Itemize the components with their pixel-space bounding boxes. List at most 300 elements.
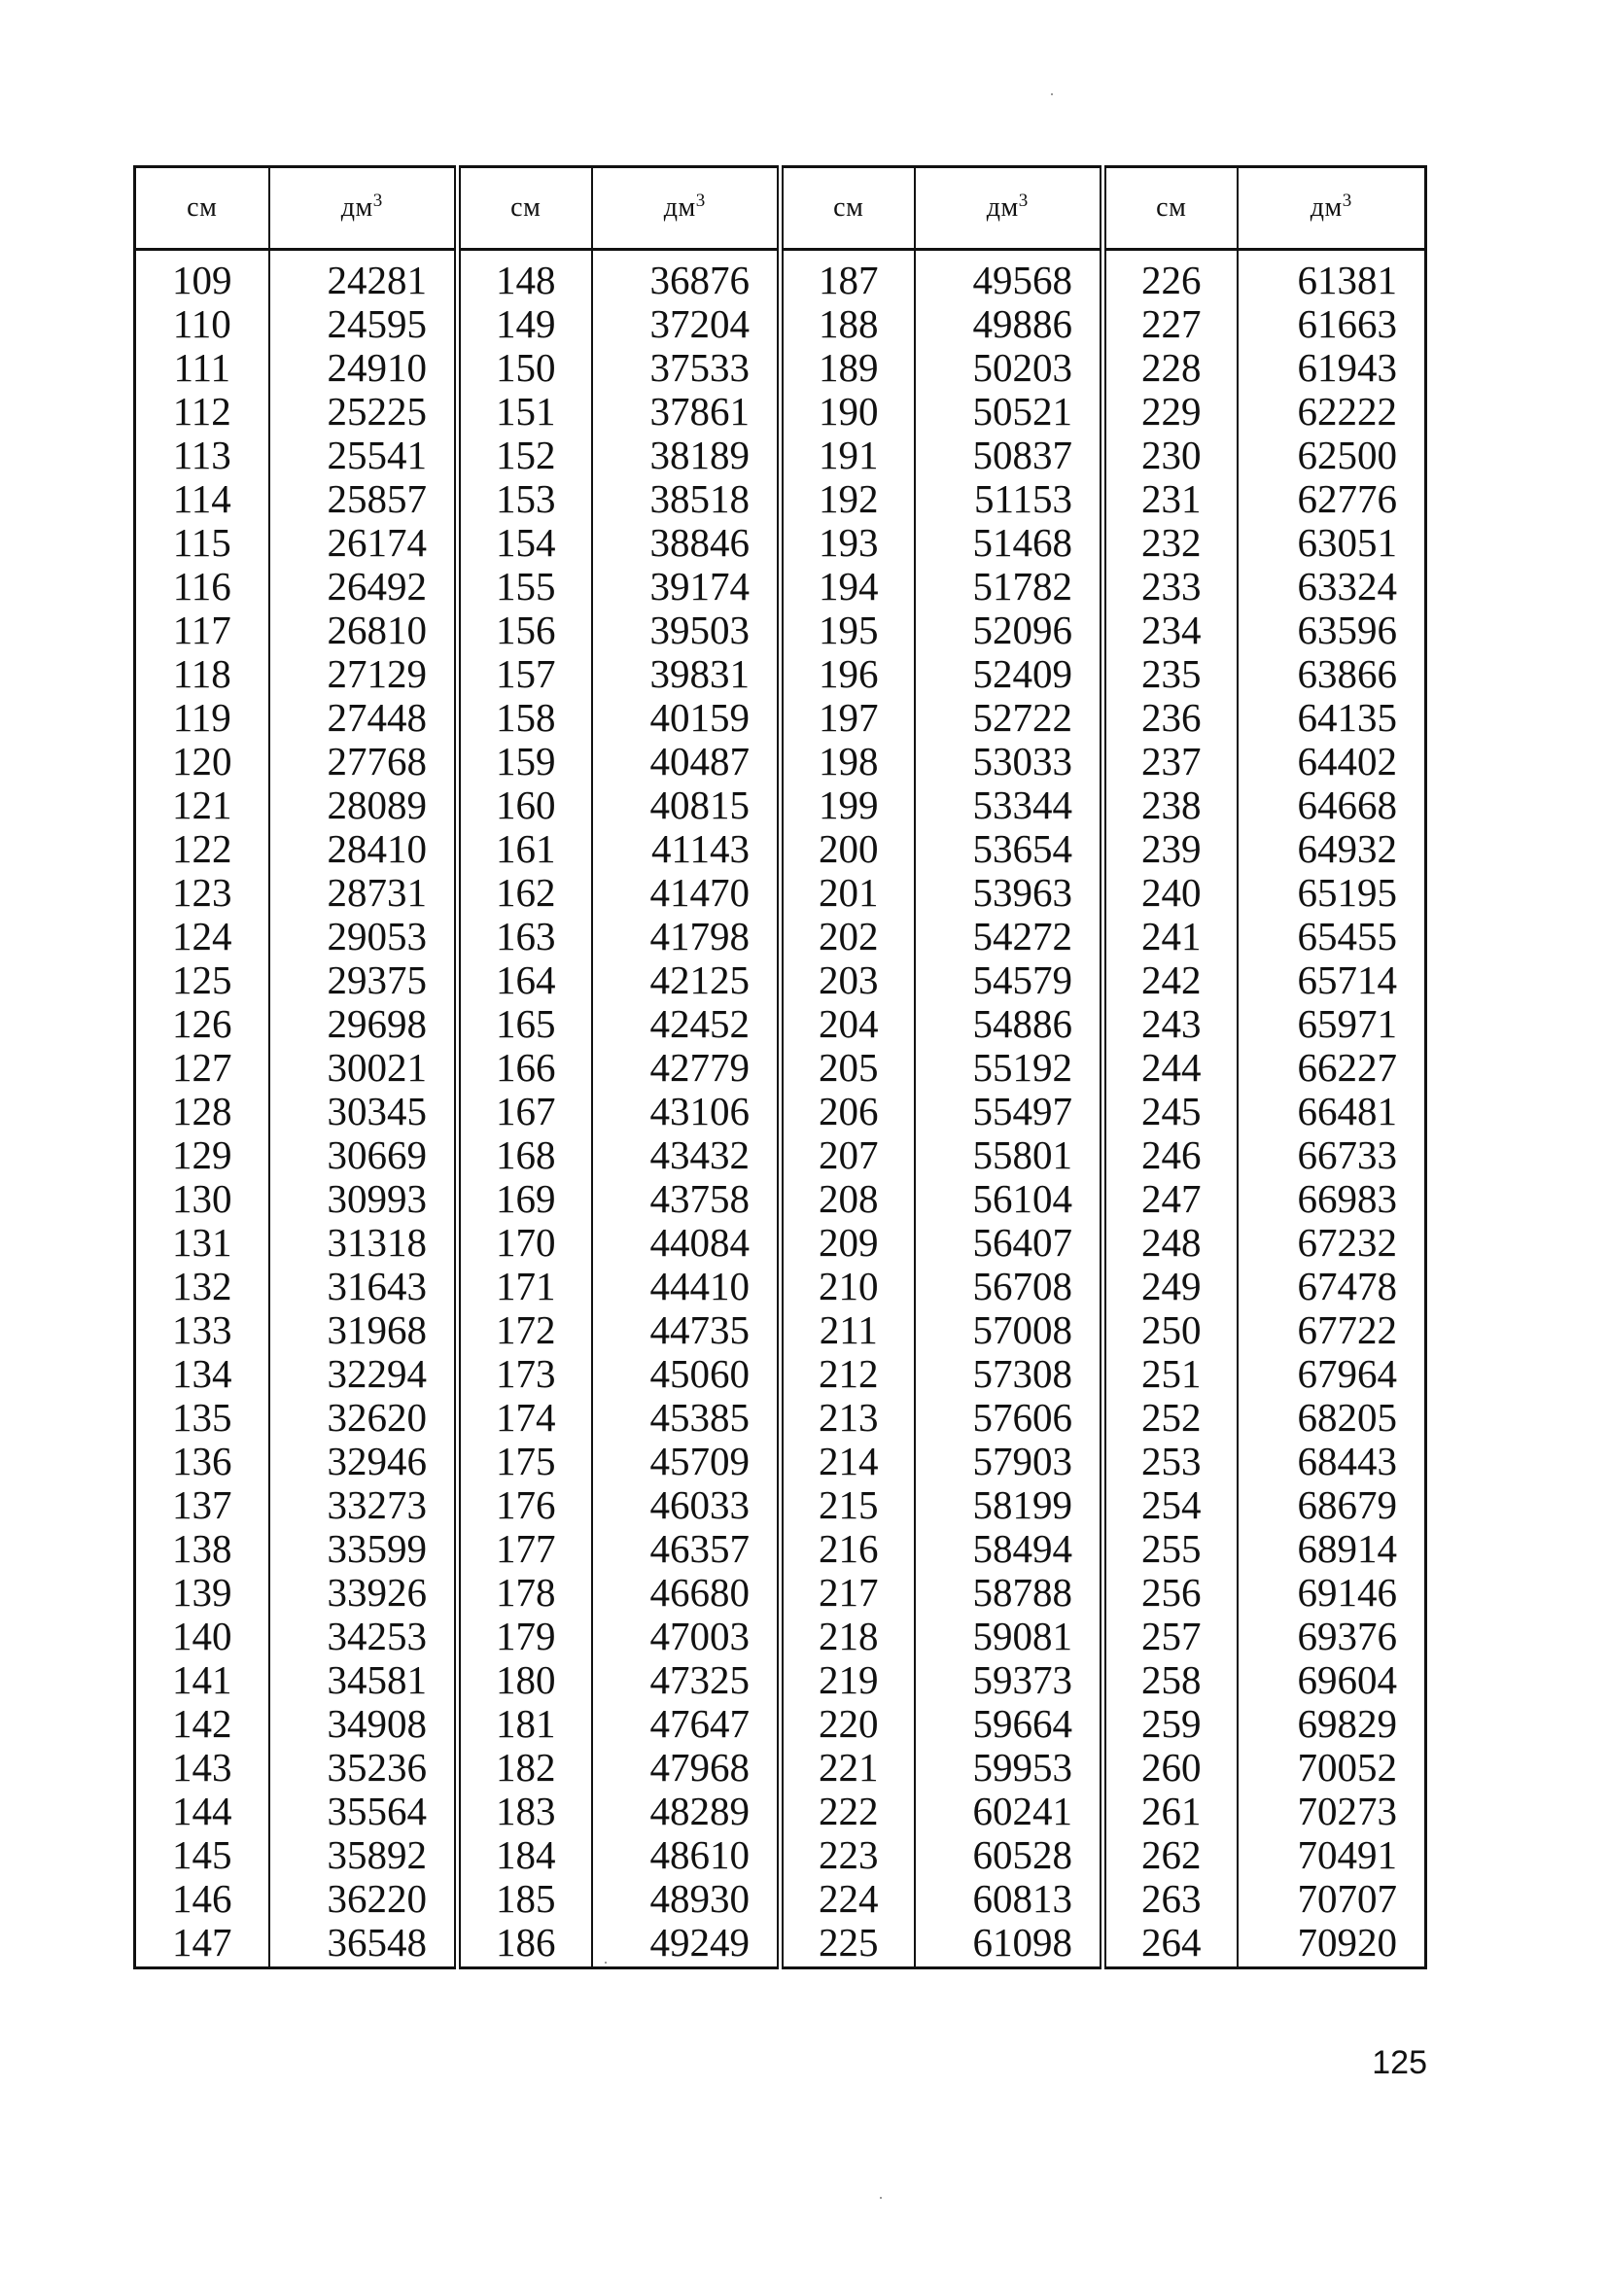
height-cm-cell: 212 xyxy=(781,1352,915,1396)
volume-dm3-cell: 42452 xyxy=(592,1002,781,1046)
height-cm-cell: 147 xyxy=(135,1921,269,1968)
table-row xyxy=(135,1571,1426,1615)
table-row xyxy=(135,652,1426,696)
height-cm-cell: 172 xyxy=(458,1308,592,1352)
height-cm-cell: 240 xyxy=(1103,871,1238,915)
volume-dm3-cell: 41798 xyxy=(592,915,781,958)
calibration-table xyxy=(133,165,1427,1969)
height-cm-cell: 204 xyxy=(781,1002,915,1046)
volume-dm3-cell: 29698 xyxy=(269,1002,458,1046)
volume-dm3-cell: 32620 xyxy=(269,1396,458,1440)
height-cm-cell: 128 xyxy=(135,1090,269,1133)
volume-dm3-cell: 31643 xyxy=(269,1265,458,1308)
height-cm-cell: 245 xyxy=(1103,1090,1238,1133)
volume-dm3-cell: 65195 xyxy=(1297,870,1397,915)
volume-dm3-cell: 57308 xyxy=(915,1352,1103,1396)
volume-dm3-cell: 68914 xyxy=(1297,1526,1397,1571)
height-cm-cell: 125 xyxy=(135,958,269,1002)
volume-dm3-cell: 63051 xyxy=(1297,520,1397,565)
height-cm-cell: 250 xyxy=(1103,1308,1238,1352)
volume-dm3-cell: 35564 xyxy=(269,1790,458,1833)
header-dm3-4 xyxy=(1238,167,1426,250)
height-cm-cell: 168 xyxy=(458,1133,592,1177)
volume-dm3-cell: 51782 xyxy=(915,565,1103,609)
table-row xyxy=(135,521,1426,565)
volume-dm3-cell: 70052 xyxy=(1297,1745,1397,1790)
volume-dm3-cell: 48289 xyxy=(592,1790,781,1833)
table-row xyxy=(135,1177,1426,1221)
table-row xyxy=(135,1746,1426,1790)
height-cm-cell: 134 xyxy=(135,1352,269,1396)
volume-dm3-cell: 38518 xyxy=(592,477,781,521)
volume-dm3-cell: 61943 xyxy=(1297,345,1397,390)
height-cm-cell: 214 xyxy=(781,1440,915,1483)
header-unit-exponent: 3 xyxy=(1018,191,1029,211)
volume-dm3-cell: 53654 xyxy=(915,827,1103,871)
table-row xyxy=(135,827,1426,871)
height-cm-cell: 230 xyxy=(1103,434,1238,477)
height-cm-cell: 126 xyxy=(135,1002,269,1046)
volume-dm3-cell: 69604 xyxy=(1297,1657,1397,1702)
volume-dm3-cell: 48930 xyxy=(592,1877,781,1921)
volume-dm3-cell: 65714 xyxy=(1297,957,1397,1002)
volume-dm3-cell: 62500 xyxy=(1297,433,1397,477)
height-cm-cell: 203 xyxy=(781,958,915,1002)
height-cm-cell: 255 xyxy=(1103,1527,1238,1571)
volume-dm3-cell: 62776 xyxy=(1297,476,1397,521)
height-cm-cell: 177 xyxy=(458,1527,592,1571)
table-row xyxy=(135,390,1426,434)
height-cm-cell: 171 xyxy=(458,1265,592,1308)
height-cm-cell: 169 xyxy=(458,1177,592,1221)
table-row xyxy=(135,1265,1426,1308)
volume-dm3-cell: 66983 xyxy=(1297,1176,1397,1221)
volume-dm3-cell: 52722 xyxy=(915,696,1103,740)
height-cm-cell: 179 xyxy=(458,1615,592,1658)
height-cm-cell: 124 xyxy=(135,915,269,958)
height-cm-cell: 234 xyxy=(1103,609,1238,652)
volume-dm3-cell: 69146 xyxy=(1297,1570,1397,1615)
height-cm-cell: 217 xyxy=(781,1571,915,1615)
volume-dm3-cell: 54886 xyxy=(915,1002,1103,1046)
volume-dm3-cell: 37533 xyxy=(592,346,781,390)
volume-dm3-cell: 28089 xyxy=(269,783,458,827)
volume-dm3-cell: 42779 xyxy=(592,1046,781,1090)
height-cm-cell: 251 xyxy=(1103,1352,1238,1396)
volume-dm3-cell: 33273 xyxy=(269,1483,458,1527)
height-cm-cell: 170 xyxy=(458,1221,592,1265)
height-cm-cell: 117 xyxy=(135,609,269,652)
height-cm-cell: 148 xyxy=(458,250,592,303)
volume-dm3-cell: 64668 xyxy=(1297,783,1397,827)
header-unit: см xyxy=(510,192,542,223)
volume-dm3-cell: 28410 xyxy=(269,827,458,871)
volume-dm3-cell: 26492 xyxy=(269,565,458,609)
volume-dm3-cell: 59664 xyxy=(915,1702,1103,1746)
height-cm-cell: 141 xyxy=(135,1658,269,1702)
table-row xyxy=(135,696,1426,740)
table-row xyxy=(135,1483,1426,1527)
height-cm-cell: 112 xyxy=(135,390,269,434)
volume-dm3-cell: 24281 xyxy=(269,250,458,303)
height-cm-cell: 228 xyxy=(1103,346,1238,390)
height-cm-cell: 145 xyxy=(135,1833,269,1877)
volume-dm3-cell: 42125 xyxy=(592,958,781,1002)
height-cm-cell: 263 xyxy=(1103,1877,1238,1921)
volume-dm3-cell: 28731 xyxy=(269,871,458,915)
volume-dm3-cell: 66481 xyxy=(1297,1089,1397,1133)
height-cm-cell: 123 xyxy=(135,871,269,915)
height-cm-cell: 257 xyxy=(1103,1615,1238,1658)
height-cm-cell: 202 xyxy=(781,915,915,958)
volume-dm3-cell: 60528 xyxy=(915,1833,1103,1877)
header-dm3-2 xyxy=(592,167,781,250)
volume-dm3-cell: 46033 xyxy=(592,1483,781,1527)
height-cm-cell: 247 xyxy=(1103,1177,1238,1221)
volume-dm3-cell: 39831 xyxy=(592,652,781,696)
height-cm-cell: 178 xyxy=(458,1571,592,1615)
height-cm-cell: 221 xyxy=(781,1746,915,1790)
header-cm-4 xyxy=(1103,167,1238,250)
height-cm-cell: 211 xyxy=(781,1308,915,1352)
height-cm-cell: 164 xyxy=(458,958,592,1002)
volume-dm3-cell: 52096 xyxy=(915,609,1103,652)
height-cm-cell: 254 xyxy=(1103,1483,1238,1527)
height-cm-cell: 195 xyxy=(781,609,915,652)
volume-dm3-cell: 25541 xyxy=(269,434,458,477)
volume-dm3-cell: 37861 xyxy=(592,390,781,434)
height-cm-cell: 132 xyxy=(135,1265,269,1308)
volume-dm3-cell: 44410 xyxy=(592,1265,781,1308)
volume-dm3-cell: 49886 xyxy=(915,302,1103,346)
height-cm-cell: 146 xyxy=(135,1877,269,1921)
height-cm-cell: 151 xyxy=(458,390,592,434)
volume-dm3-cell: 59953 xyxy=(915,1746,1103,1790)
height-cm-cell: 163 xyxy=(458,915,592,958)
height-cm-cell: 231 xyxy=(1103,477,1238,521)
volume-dm3-cell: 34908 xyxy=(269,1702,458,1746)
height-cm-cell: 248 xyxy=(1103,1221,1238,1265)
height-cm-cell: 111 xyxy=(135,346,269,390)
height-cm-cell: 236 xyxy=(1103,696,1238,740)
volume-dm3-cell: 69376 xyxy=(1297,1614,1397,1658)
volume-dm3-cell: 29053 xyxy=(269,915,458,958)
height-cm-cell: 225 xyxy=(781,1921,915,1968)
height-cm-cell: 207 xyxy=(781,1133,915,1177)
height-cm-cell: 119 xyxy=(135,696,269,740)
height-cm-cell: 192 xyxy=(781,477,915,521)
table-row xyxy=(135,1352,1426,1396)
height-cm-cell: 176 xyxy=(458,1483,592,1527)
height-cm-cell: 232 xyxy=(1103,521,1238,565)
scan-speck xyxy=(1051,93,1053,95)
height-cm-cell: 244 xyxy=(1103,1046,1238,1090)
volume-dm3-cell: 46357 xyxy=(592,1527,781,1571)
volume-dm3-cell: 35236 xyxy=(269,1746,458,1790)
height-cm-cell: 180 xyxy=(458,1658,592,1702)
height-cm-cell: 185 xyxy=(458,1877,592,1921)
volume-dm3-cell: 70707 xyxy=(1297,1876,1397,1921)
volume-dm3-cell: 32946 xyxy=(269,1440,458,1483)
height-cm-cell: 239 xyxy=(1103,827,1238,871)
height-cm-cell: 209 xyxy=(781,1221,915,1265)
volume-dm3-cell: 70920 xyxy=(1297,1920,1397,1965)
volume-dm3-cell: 51468 xyxy=(915,521,1103,565)
volume-dm3-cell: 54272 xyxy=(915,915,1103,958)
table-row xyxy=(135,1046,1426,1090)
height-cm-cell: 113 xyxy=(135,434,269,477)
height-cm-cell: 175 xyxy=(458,1440,592,1483)
height-cm-cell: 216 xyxy=(781,1527,915,1571)
table-header xyxy=(135,167,1426,250)
header-dm3-3 xyxy=(915,167,1103,250)
table-row xyxy=(135,1658,1426,1702)
table-row xyxy=(135,346,1426,390)
height-cm-cell: 156 xyxy=(458,609,592,652)
volume-dm3-cell: 66733 xyxy=(1297,1132,1397,1177)
table-row xyxy=(135,740,1426,783)
table-row xyxy=(135,915,1426,958)
height-cm-cell: 143 xyxy=(135,1746,269,1790)
header-unit-exponent: 3 xyxy=(1342,191,1352,211)
page-number: 125 xyxy=(1372,2044,1427,2081)
volume-dm3-cell: 64932 xyxy=(1297,826,1397,871)
volume-dm3-cell: 40159 xyxy=(592,696,781,740)
volume-dm3-cell: 45385 xyxy=(592,1396,781,1440)
table-row xyxy=(135,1090,1426,1133)
volume-dm3-cell: 60813 xyxy=(915,1877,1103,1921)
volume-dm3-cell: 24910 xyxy=(269,346,458,390)
height-cm-cell: 261 xyxy=(1103,1790,1238,1833)
volume-dm3-cell: 53033 xyxy=(915,740,1103,783)
volume-dm3-cell: 24595 xyxy=(269,302,458,346)
volume-dm3-cell: 30021 xyxy=(269,1046,458,1090)
volume-dm3-cell: 67478 xyxy=(1297,1264,1397,1308)
height-cm-cell: 152 xyxy=(458,434,592,477)
height-cm-cell: 206 xyxy=(781,1090,915,1133)
height-cm-cell: 241 xyxy=(1103,915,1238,958)
height-cm-cell: 150 xyxy=(458,346,592,390)
volume-dm3-cell: 47325 xyxy=(592,1658,781,1702)
table-row xyxy=(135,1440,1426,1483)
height-cm-cell: 133 xyxy=(135,1308,269,1352)
volume-dm3-cell: 61381 xyxy=(1297,258,1397,302)
volume-dm3-cell: 31318 xyxy=(269,1221,458,1265)
volume-dm3-cell: 26810 xyxy=(269,609,458,652)
volume-dm3-cell: 34253 xyxy=(269,1615,458,1658)
height-cm-cell: 142 xyxy=(135,1702,269,1746)
volume-dm3-cell: 36876 xyxy=(592,250,781,303)
table-row xyxy=(135,302,1426,346)
scan-speck xyxy=(880,2197,882,2199)
volume-dm3-cell: 34581 xyxy=(269,1658,458,1702)
height-cm-cell: 218 xyxy=(781,1615,915,1658)
volume-dm3-cell: 25225 xyxy=(269,390,458,434)
height-cm-cell: 114 xyxy=(135,477,269,521)
height-cm-cell: 121 xyxy=(135,783,269,827)
header-unit-exponent: 3 xyxy=(372,191,383,211)
volume-dm3-cell: 70491 xyxy=(1297,1832,1397,1877)
height-cm-cell: 208 xyxy=(781,1177,915,1221)
height-cm-cell: 226 xyxy=(1103,250,1238,303)
volume-dm3-cell: 55192 xyxy=(915,1046,1103,1090)
height-cm-cell: 174 xyxy=(458,1396,592,1440)
height-cm-cell: 129 xyxy=(135,1133,269,1177)
volume-dm3-cell: 44084 xyxy=(592,1221,781,1265)
volume-dm3-cell: 59373 xyxy=(915,1658,1103,1702)
table-row xyxy=(135,1702,1426,1746)
height-cm-cell: 238 xyxy=(1103,783,1238,827)
height-cm-cell: 153 xyxy=(458,477,592,521)
height-cm-cell: 115 xyxy=(135,521,269,565)
height-cm-cell: 157 xyxy=(458,652,592,696)
height-cm-cell: 182 xyxy=(458,1746,592,1790)
height-cm-cell: 154 xyxy=(458,521,592,565)
height-cm-cell: 167 xyxy=(458,1090,592,1133)
table-row xyxy=(135,871,1426,915)
height-cm-cell: 186 xyxy=(458,1921,592,1968)
volume-dm3-cell: 64402 xyxy=(1297,739,1397,783)
table-row xyxy=(135,565,1426,609)
volume-dm3-cell: 38189 xyxy=(592,434,781,477)
height-cm-cell: 139 xyxy=(135,1571,269,1615)
table-row xyxy=(135,1002,1426,1046)
height-cm-cell: 110 xyxy=(135,302,269,346)
height-cm-cell: 194 xyxy=(781,565,915,609)
height-cm-cell: 205 xyxy=(781,1046,915,1090)
volume-dm3-cell: 43758 xyxy=(592,1177,781,1221)
volume-dm3-cell: 58788 xyxy=(915,1571,1103,1615)
table-row xyxy=(135,1921,1426,1968)
height-cm-cell: 159 xyxy=(458,740,592,783)
volume-dm3-cell: 65971 xyxy=(1297,1001,1397,1046)
height-cm-cell: 201 xyxy=(781,871,915,915)
volume-dm3-cell: 49568 xyxy=(915,250,1103,303)
volume-dm3-cell: 67722 xyxy=(1297,1307,1397,1352)
height-cm-cell: 116 xyxy=(135,565,269,609)
volume-dm3-cell: 30993 xyxy=(269,1177,458,1221)
height-cm-cell: 158 xyxy=(458,696,592,740)
height-cm-cell: 242 xyxy=(1103,958,1238,1002)
height-cm-cell: 262 xyxy=(1103,1833,1238,1877)
volume-dm3-cell: 50837 xyxy=(915,434,1103,477)
volume-dm3-cell: 33599 xyxy=(269,1527,458,1571)
height-cm-cell: 229 xyxy=(1103,390,1238,434)
volume-dm3-cell: 56708 xyxy=(915,1265,1103,1308)
height-cm-cell: 264 xyxy=(1103,1921,1238,1968)
volume-dm3-cell: 60241 xyxy=(915,1790,1103,1833)
table-row xyxy=(135,783,1426,827)
header-unit: см xyxy=(1156,192,1187,223)
height-cm-cell: 136 xyxy=(135,1440,269,1483)
height-cm-cell: 243 xyxy=(1103,1002,1238,1046)
height-cm-cell: 183 xyxy=(458,1790,592,1833)
height-cm-cell: 235 xyxy=(1103,652,1238,696)
height-cm-cell: 140 xyxy=(135,1615,269,1658)
header-unit: дм xyxy=(1310,192,1343,223)
height-cm-cell: 227 xyxy=(1103,302,1238,346)
volume-dm3-cell: 47003 xyxy=(592,1615,781,1658)
volume-dm3-cell: 61663 xyxy=(1297,301,1397,346)
height-cm-cell: 166 xyxy=(458,1046,592,1090)
header-dm3-1 xyxy=(269,167,458,250)
volume-dm3-cell: 50521 xyxy=(915,390,1103,434)
table-row xyxy=(135,477,1426,521)
header-unit: см xyxy=(833,192,864,223)
height-cm-cell: 184 xyxy=(458,1833,592,1877)
volume-dm3-cell: 67964 xyxy=(1297,1351,1397,1396)
volume-dm3-cell: 63596 xyxy=(1297,608,1397,652)
header-unit-exponent: 3 xyxy=(695,191,706,211)
volume-dm3-cell: 27448 xyxy=(269,696,458,740)
height-cm-cell: 138 xyxy=(135,1527,269,1571)
height-cm-cell: 256 xyxy=(1103,1571,1238,1615)
height-cm-cell: 122 xyxy=(135,827,269,871)
volume-dm3-cell: 43432 xyxy=(592,1133,781,1177)
table-row xyxy=(135,434,1426,477)
volume-dm3-cell: 45709 xyxy=(592,1440,781,1483)
height-cm-cell: 109 xyxy=(135,250,269,303)
header-unit: см xyxy=(187,192,218,223)
height-cm-cell: 215 xyxy=(781,1483,915,1527)
table-row xyxy=(135,1527,1426,1571)
height-cm-cell: 173 xyxy=(458,1352,592,1396)
height-cm-cell: 149 xyxy=(458,302,592,346)
height-cm-cell: 199 xyxy=(781,783,915,827)
volume-dm3-cell: 58199 xyxy=(915,1483,1103,1527)
table-row xyxy=(135,1833,1426,1877)
volume-dm3-cell: 50203 xyxy=(915,346,1103,390)
volume-dm3-cell: 31968 xyxy=(269,1308,458,1352)
height-cm-cell: 259 xyxy=(1103,1702,1238,1746)
volume-dm3-cell: 40487 xyxy=(592,740,781,783)
volume-dm3-cell: 36548 xyxy=(269,1921,458,1968)
height-cm-cell: 233 xyxy=(1103,565,1238,609)
table-row xyxy=(135,1221,1426,1265)
height-cm-cell: 118 xyxy=(135,652,269,696)
volume-dm3-cell: 47968 xyxy=(592,1746,781,1790)
table-row xyxy=(135,1308,1426,1352)
volume-dm3-cell: 55497 xyxy=(915,1090,1103,1133)
volume-dm3-cell: 41470 xyxy=(592,871,781,915)
height-cm-cell: 200 xyxy=(781,827,915,871)
height-cm-cell: 131 xyxy=(135,1221,269,1265)
volume-dm3-cell: 70273 xyxy=(1297,1789,1397,1833)
table-row xyxy=(135,1790,1426,1833)
volume-dm3-cell: 46680 xyxy=(592,1571,781,1615)
height-cm-cell: 246 xyxy=(1103,1133,1238,1177)
header-cm-2 xyxy=(458,167,592,250)
volume-dm3-cell: 56407 xyxy=(915,1221,1103,1265)
height-cm-cell: 144 xyxy=(135,1790,269,1833)
volume-dm3-cell: 55801 xyxy=(915,1133,1103,1177)
table-row xyxy=(135,609,1426,652)
table-row xyxy=(135,958,1426,1002)
volume-dm3-cell: 53963 xyxy=(915,871,1103,915)
volume-dm3-cell: 67232 xyxy=(1297,1220,1397,1265)
height-cm-cell: 188 xyxy=(781,302,915,346)
height-cm-cell: 197 xyxy=(781,696,915,740)
volume-dm3-cell: 57903 xyxy=(915,1440,1103,1483)
height-cm-cell: 193 xyxy=(781,521,915,565)
volume-dm3-cell: 30345 xyxy=(269,1090,458,1133)
header-row xyxy=(135,167,1426,250)
volume-dm3-cell: 33926 xyxy=(269,1571,458,1615)
header-cm-1 xyxy=(135,167,269,250)
height-cm-cell: 137 xyxy=(135,1483,269,1527)
height-cm-cell: 196 xyxy=(781,652,915,696)
height-cm-cell: 135 xyxy=(135,1396,269,1440)
